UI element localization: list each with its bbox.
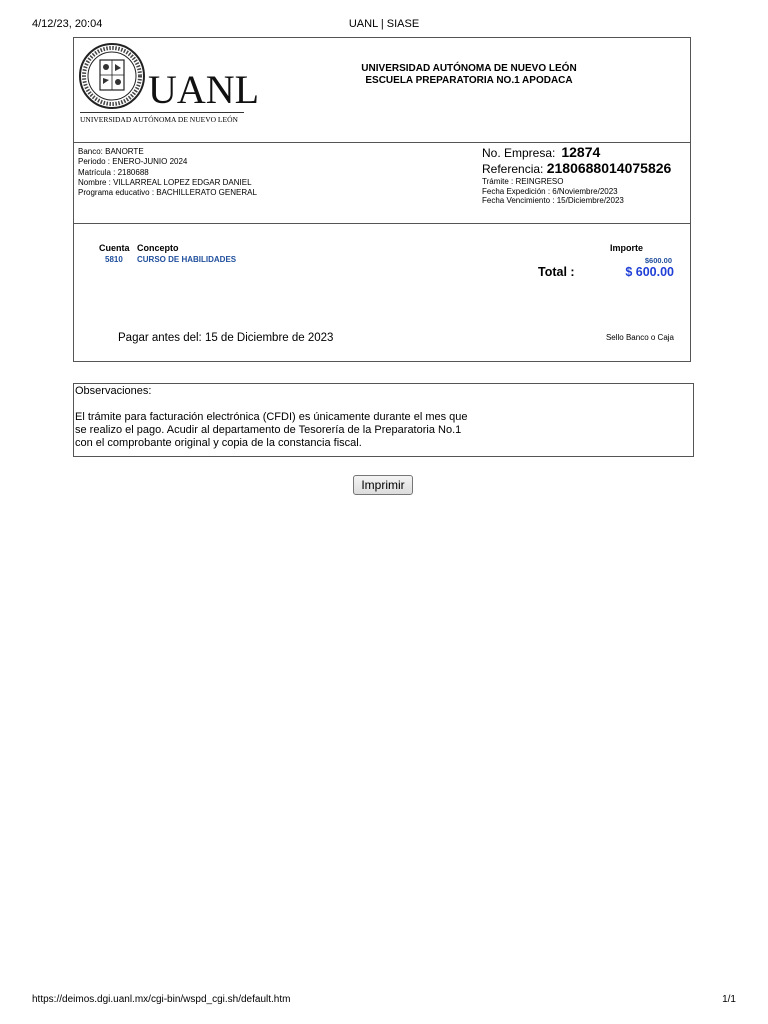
student-id: Matrícula : 2180688 (78, 167, 149, 177)
observations-line: El trámite para facturación electrónica (CFDI) es únicamente durante el mes que (75, 411, 468, 423)
school-name: ESCUELA PREPARATORIA NO.1 APODACA (365, 75, 573, 86)
reference-row (482, 161, 687, 177)
issue-date: Fecha Expedición : 6/Noviembre/2023 (482, 186, 618, 196)
uanl-full-name: UNIVERSIDAD AUTÓNOMA DE NUEVO LEÓN (80, 115, 238, 124)
header-amount: Importe (610, 243, 644, 253)
total-amount: $ 600.00 (625, 265, 674, 279)
payment-reference (482, 145, 687, 206)
header-account: Cuenta (99, 243, 130, 253)
section-divider (74, 223, 690, 224)
print-datetime: 4/12/23, 20:04 (32, 18, 103, 30)
observations-line: con el comprobante original y copia de la constancia fiscal. (75, 437, 362, 449)
page-number: 1/1 (722, 994, 736, 1005)
pay-before-date: Pagar antes del: 15 de Diciembre de 2023 (118, 332, 334, 344)
print-header (0, 18, 768, 32)
company-label: No. Empresa: (482, 146, 556, 160)
student-info (78, 147, 257, 198)
procedure: Trámite : REINGRESO (482, 177, 564, 186)
uanl-logo (78, 42, 260, 132)
section-divider (74, 142, 690, 143)
due-date: Fecha Vencimiento : 15/Diciembre/2023 (482, 196, 624, 205)
uanl-wordmark: UANL (148, 67, 260, 112)
bank: Banco: BANORTE (78, 147, 144, 156)
print-button[interactable]: Imprimir (353, 475, 413, 495)
uanl-seal-icon (78, 42, 146, 110)
bank-stamp-label: Sello Banco o Caja (605, 333, 674, 342)
print-page-title: UANL | SIASE (348, 18, 420, 30)
observations-box (73, 383, 694, 457)
observations-line: se realizo el pago. Acudir al departamento de Tesorería de la Preparatoria No.1 (75, 424, 462, 436)
logo-rule (80, 112, 244, 113)
item-amount: $600.00 (644, 256, 672, 265)
print-footer (0, 994, 768, 1008)
university-name: UNIVERSIDAD AUTÓNOMA DE NUEVO LEÓN (361, 63, 577, 74)
header-concept: Concepto (137, 243, 179, 253)
university-heading (304, 63, 634, 87)
program: Programa educativo : BACHILLERATO GENERAL (78, 188, 257, 198)
payment-slip (73, 37, 691, 362)
total-label: Total : (538, 265, 575, 279)
company-row (482, 145, 687, 161)
period: Periodo : ENERO-JUNIO 2024 (78, 157, 188, 167)
reference-number: 2180688014075826 (546, 160, 672, 176)
observations-title: Observaciones: (75, 385, 152, 397)
company-number: 12874 (561, 144, 601, 160)
item-account: 5810 (105, 255, 123, 264)
item-concept: CURSO DE HABILIDADES (137, 255, 237, 264)
page-url: https://deimos.dgi.uanl.mx/cgi-bin/wspd_cgi.sh/default.htm (32, 994, 291, 1005)
student-name: Nombre : VILLARREAL LOPEZ EDGAR DANIEL (78, 177, 252, 187)
reference-label: Referencia: (482, 162, 544, 176)
